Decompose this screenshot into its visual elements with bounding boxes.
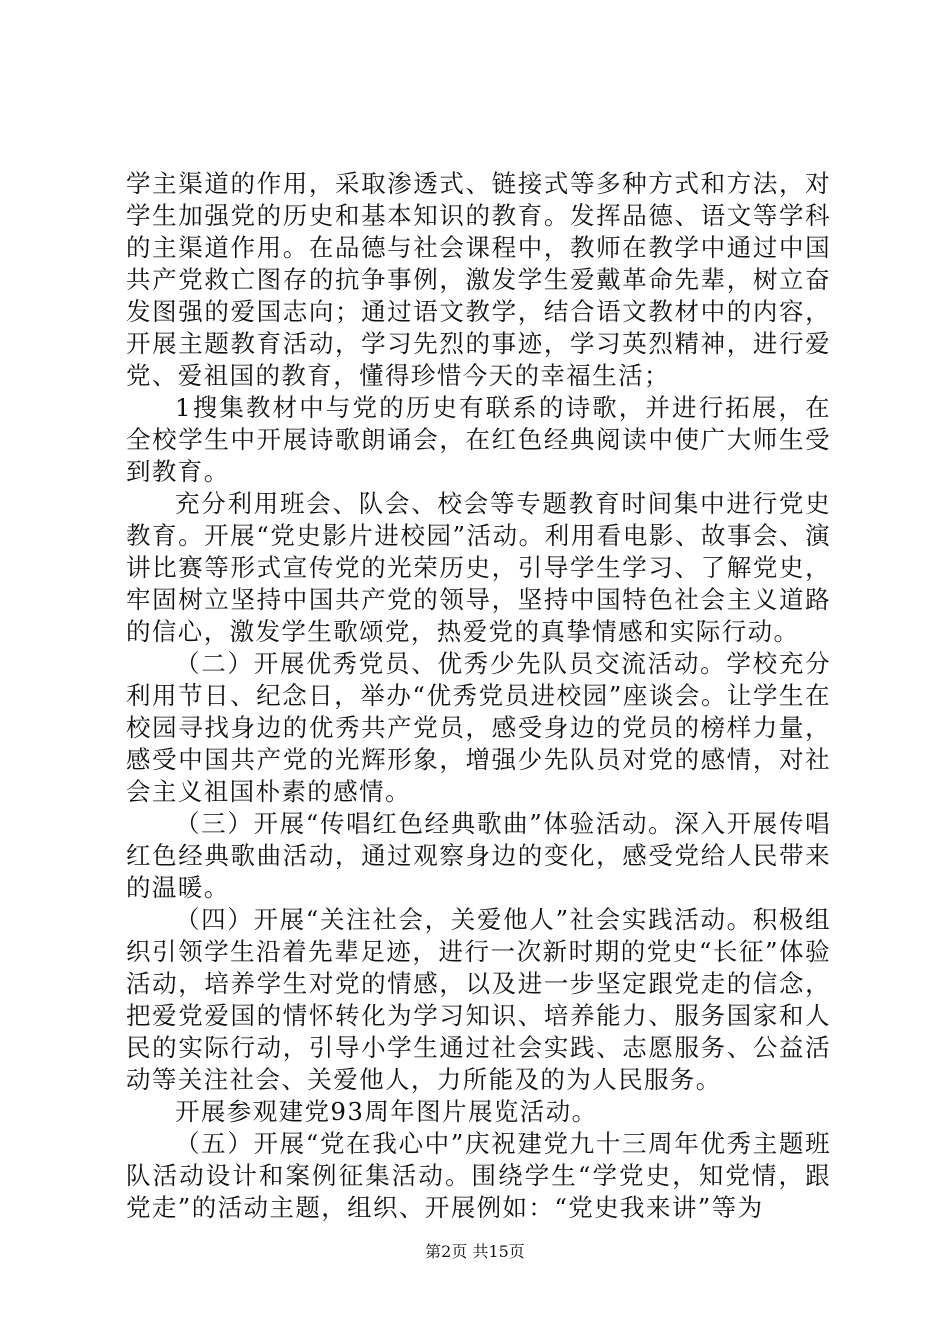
page-number-footer: 第2页 共15页	[425, 1242, 525, 1261]
paragraph-5: （三）开展“传唱红色经典歌曲”体验活动。深入开展传唱红色经典歌曲活动，通过观察身边的变化，感受党给人民带来的温暖。	[126, 809, 831, 902]
paragraph-4: （二）开展优秀党员、优秀少先队员交流活动。学校充分利用节日、纪念日，举办“优秀党员进校园”座谈会。让学生在校园寻找身边的优秀共产党员，感受身边的党员的榜样力量，感受中国共产党的光辉形象，增强少先队员对党的感情，对社会主义祖国朴素的感情。	[126, 649, 831, 806]
paragraph-6: （四）开展“关注社会，关爱他人”社会实践活动。积极组织引领学生沿着先辈足迹，进行一次新时期的党史“长征”体验活动，培养学生对党的情感，以及进一步坚定跟党走的信念，把爱党爱国的情怀转化为学习知识、培养能力、服务国家和人民的实际行动，引导小学生通过社会实践、志愿服务、公益活动等关注社会、关爱他人，力所能及的为人民服务。	[126, 905, 831, 1094]
paragraph-1: 学主渠道的作用，采取渗透式、链接式等多种方式和方法，对学生加强党的历史和基本知识的教育。发挥品德、语文等学科的主渠道作用。在品德与社会课程中，教师在教学中通过中国共产党救亡图存的抗争事例，激发学生爱戴革命先辈，树立奋发图强的爱国志向；通过语文教学，结合语文教材中的内容，开展主题教育活动，学习先烈的事迹，学习英烈精神，进行爱党、爱祖国的教育，懂得珍惜今天的幸福生活；	[126, 169, 831, 390]
paragraph-3: 充分利用班会、队会、校会等专题教育时间集中进行党史教育。开展“党史影片进校园”活动。利用看电影、故事会、演讲比赛等形式宣传党的光荣历史，引导学生学习、了解党史，牢固树立坚持中国共产党的领导，坚持中国特色社会主义道路的信心，激发学生歌颂党，热爱党的真挚情感和实际行动。	[126, 489, 831, 646]
paragraph-8: （五）开展“党在我心中”庆祝建党九十三周年优秀主题班队活动设计和案例征集活动。围绕学生“学党史，知党情，跟党走”的活动主题，组织、开展例如：“党史我来讲”等为	[126, 1129, 831, 1222]
paragraph-2: 1搜集教材中与党的历史有联系的诗歌，并进行拓展，在全校学生中开展诗歌朗诵会，在红色经典阅读中使广大师生受到教育。	[126, 393, 831, 486]
document-body	[126, 168, 831, 1224]
paragraph-7: 开展参观建党93周年图片展览活动。	[175, 1097, 598, 1126]
